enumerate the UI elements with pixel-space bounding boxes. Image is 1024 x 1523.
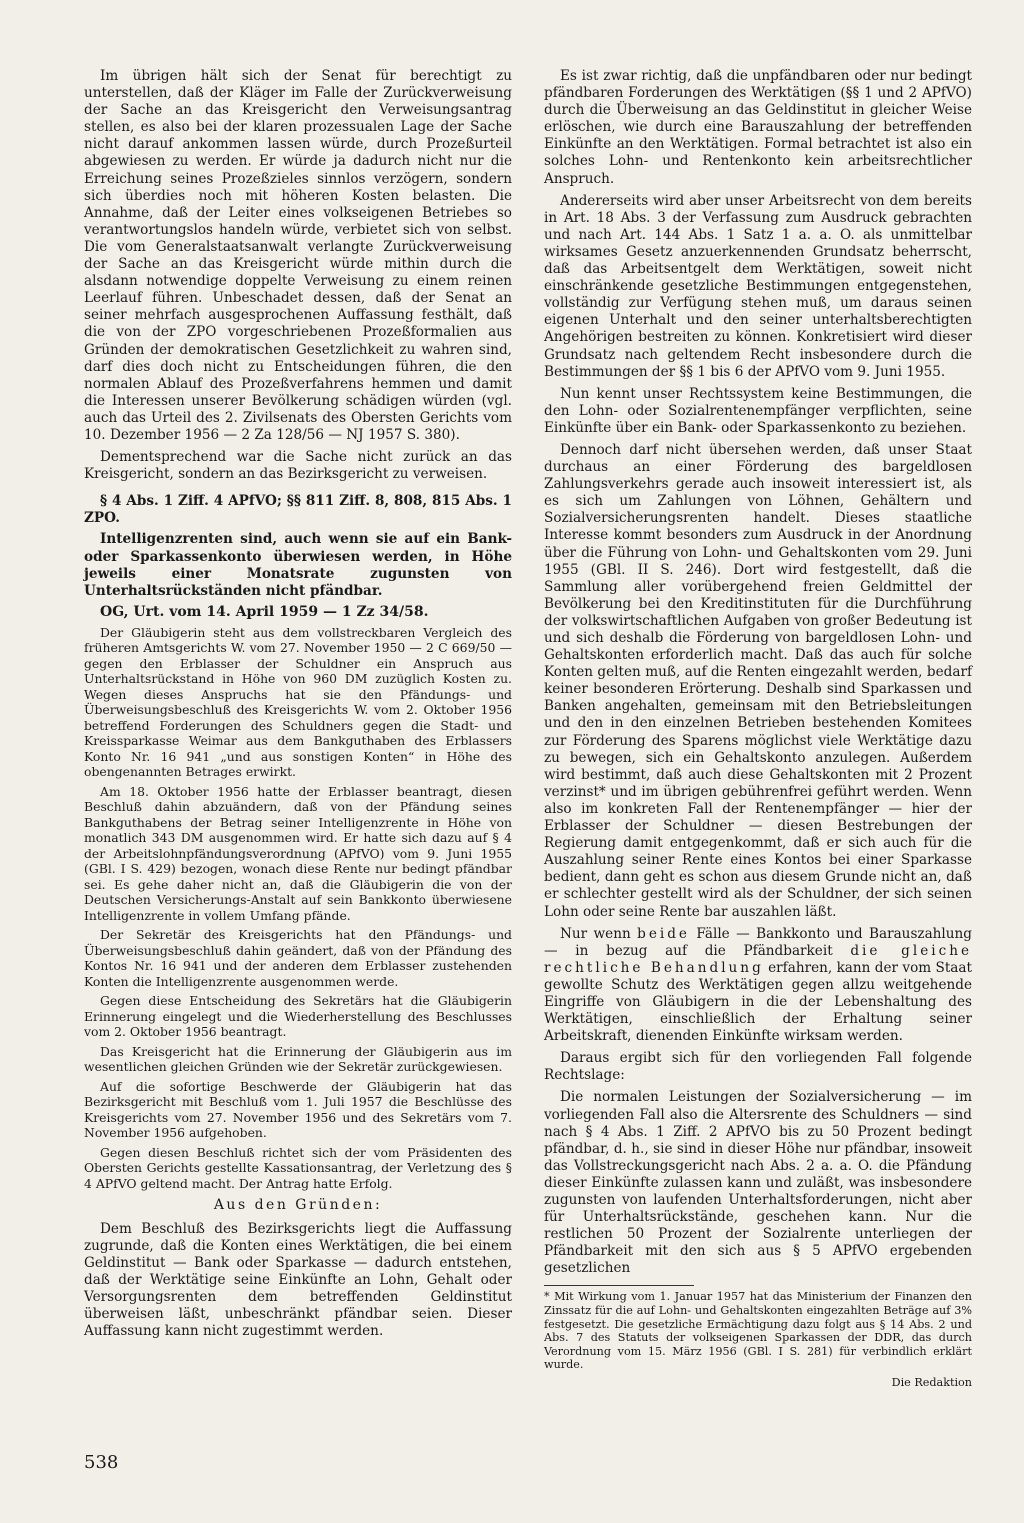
paragraph: Nun kennt unser Rechtssystem keine Bestimmungen, die den Lohn- oder Sozialrentenempfänger verpflichten, seine Einkünfte über ein Bank- oder Sparkassenkonto zu beziehen.	[544, 385, 972, 436]
footnote-signoff: Die Redaktion	[891, 1376, 972, 1390]
left-column	[84, 68, 512, 1345]
paragraph: Das Kreisgericht hat die Erinnerung der Gläubigerin aus im wesentlichen gleichen Gründen wie der Sekretär zurückgewiesen.	[84, 1043, 512, 1075]
paragraph: Auf die sofortige Beschwerde der Gläubigerin hat das Bezirksgericht mit Beschluß vom 1. Juli 1957 die Beschlüsse des Kreisgerichts vom 27. November 1956 und des Sekretärs vom 7. November 1956 aufgehoben.	[84, 1078, 512, 1141]
text-run: erfahren, kann der vom Staat gewollte Schutz des Werktätigen gegen allzu weitgehende Eingriffe von Gläubigern in die der Lebenshaltung des Werktätigen, einschließlich der Erhaltung seiner Arbeitskraft, dienenden Einkünfte wirksam werden.	[544, 959, 972, 1045]
case-reference: OG, Urt. vom 14. April 1959 — 1 Zz 34/58.	[100, 603, 429, 620]
emphasis: beide	[637, 925, 690, 942]
text-run: Fälle — Bankkonto und Barauszahlung — in bezug auf die Pfändbarkeit	[544, 925, 972, 959]
paragraph: Am 18. Oktober 1956 hatte der Erblasser beantragt, diesen Beschluß dahin abzuändern, daß von der Pfändung seines Bankguthabens der Betrag seiner Intelligenzrente in Höhe von monatlich 343 DM ausgenommen wird. Er hatte sich dazu auf § 4 der Arbeitslohnpfändungsverordnung (APfVO) vom 9. Juni 1955 (GBl. I S. 429) bezogen, wonach diese Rente nur bedingt pfändbar sei. Es gehe daher nicht an, daß die Gläubigerin die von der Deutschen Versicherungs-Anstalt auf sein Bankkonto überwiesene Intelligenzrente in vollem Umfang pfände.	[84, 783, 512, 923]
page-number: 538	[84, 1452, 119, 1473]
paragraph: Dennoch darf nicht übersehen werden, daß unser Staat durchaus an einer Förderung des bargeldlosen Zahlungsverkehrs gerade auch insoweit interessiert ist, als es sich um Zahlungen von Löhnen, Gehältern und Sozialversicherungsrenten handelt. Dieses staatliche Interesse kommt besonders zum Ausdruck in der Anordnung über die Führung von Lohn- und Gehaltskonten vom 29. Juni 1955 (GBl. II S. 246). Dort wird festgestellt, daß die Sammlung aller vorübergehend freien Geldmittel der Bevölkerung bei den Kreditinstituten für die Durchführung der volkswirtschaftlichen Aufgaben von großer Bedeutung ist und sich deshalb die Förderung von bargeldlosen Lohn- und Gehaltskonten erforderlich macht. Daß das auch für solche Konten gelten muß, auf die Renten eingezahlt werden, bedarf keiner besonderen Erörterung. Deshalb sind Sparkassen und Banken angehalten, gemeinsam mit den Betriebsleitungen und den in den einzelnen Betrieben bestehenden Komitees zur Förderung des Sparens möglichst viele Werktätige dazu zu bewegen, sich ein Gehaltskonto anzulegen. Außerdem wird bestimmt, daß auch diese Gehaltskonten mit 2 Prozent verzinst* und im übrigen gebührenfrei geführt werden. Wenn also im konkreten Fall der Rentenempfänger — hier der Erblasser der Schuldner — diesen Bestrebungen der Regierung damit entgegenkommt, daß er sich auch für die Auszahlung seiner Rente eines Kontos bei einer Sparkasse bedient, dann geht es schon aus diesem Grunde nicht an, daß er schlechter gestellt wird als der Schuldner, der sich seinen Lohn oder seine Rente bar auszahlen läßt.	[544, 441, 972, 920]
headnote: Intelligenzrenten sind, auch wenn sie auf ein Bank- oder Sparkassenkonto überwiesen werden, in Höhe jeweils einer Monatsrate zugunsten von Unterhaltsrückständen nicht pfändbar.	[84, 531, 512, 599]
footnote-divider	[544, 1285, 694, 1286]
paragraph: Der Gläubigerin steht aus dem vollstreckbaren Vergleich des früheren Amtsgerichts W. vom 27. November 1950 — 2 C 669/50 — gegen den Erblasser der Schuldner ein Anspruch aus Unterhaltsrückstand in Höhe von 960 DM zuzüglich Kosten zu. Wegen dieses Anspruchs hat sie den Pfändungs- und Überweisungsbeschluß des Kreisgerichts W. vom 2. Oktober 1956 betreffend Forderungen des Schuldners gegen die Stadt- und Kreissparkasse Weimar aus dem Bankguthaben des Erblassers Konto Nr. 16 941 „und aus sonstigen Konten“ in Höhe des obengenannten Betrages erwirkt.	[84, 624, 512, 780]
paragraph: Die normalen Leistungen der Sozialversicherung — im vorliegenden Fall also die Altersrente des Schuldners — sind nach § 4 Abs. 1 Ziff. 2 APfVO bis zu 50 Prozent bedingt pfändbar, d. h., sie sind in dieser Höhe nur pfändbar, insoweit das Vollstreckungsgericht nach Abs. 2 a. a. O. die Pfändung dieser Einkünfte zulassen kann und zuläßt, was insbesondere zugunsten von laufenden Unterhaltsforderungen, nicht aber für Unterhaltsrückstände, geschehen kann. Nur die restlichen 50 Prozent der Sozialrente unterliegen der Pfändbarkeit mit den sich aus § 5 APfVO ergebenden gesetzlichen	[544, 1089, 972, 1277]
emphasis: die gleiche rechtliche Behandlung	[544, 942, 973, 976]
text-run: Nur wenn	[560, 925, 638, 942]
paragraph: Gegen diese Entscheidung des Sekretärs hat die Gläubigerin Erinnerung eingelegt und die Wiederherstellung des Beschlusses vom 2. Oktober 1956 beantragt.	[84, 993, 512, 1040]
paragraph: Gegen diesen Beschluß richtet sich der vom Präsidenten des Obersten Gerichts gestellte Kassationsantrag, der Verletzung des § 4 APfVO geltend macht. Der Antrag hatte Erfolg.	[84, 1144, 512, 1191]
section-heading: Aus den Gründen:	[213, 1197, 383, 1214]
footnote: * Mit Wirkung vom 1. Januar 1957 hat das Ministerium der Finanzen den Zinssatz für die auf Lohn- und Gehaltskonten eingezahlten Beträge auf 3% festgesetzt. Die gesetzliche Ermächtigung dazu folgt aus § 14 Abs. 2 und Abs. 7 des Statuts der volkseigenen Sparkassen der DDR, das durch Verordnung vom 15. März 1956 (GBl. I S. 281) für verbindlich erklärt wurde.	[544, 1290, 972, 1372]
paragraph: Der Sekretär des Kreisgerichts hat den Pfändungs- und Überweisungsbeschluß dahin geändert, daß von der Pfändung des Kontos Nr. 16 941 und der anderen dem Erblasser zustehenden Konten die Intelligenzrente ausgenommen werde.	[84, 927, 512, 989]
statute-citation: § 4 Abs. 1 Ziff. 4 APfVO; §§ 811 Ziff. 8, 808, 815 Abs. 1 ZPO.	[84, 493, 512, 527]
paragraph	[544, 926, 972, 1046]
paragraph: Im übrigen hält sich der Senat für berechtigt zu unterstellen, daß der Kläger im Falle der Zurückverweisung der Sache an das Kreisgericht den Verweisungsantrag stellen, es also bei der klaren prozessualen Lage der Sache nicht darauf ankommen lassen würde, durch Prozeßurteil abgewiesen zu werden. Er würde ja dadurch nicht nur die Erreichung seines Prozeßzieles sinnlos verzögern, sondern sich überdies noch mit höheren Kosten belasten. Die Annahme, daß der Leiter eines volkseigenen Betriebes so verantwortungslos handeln würde, verbietet sich von selbst. Die vom Generalstaatsanwalt verlangte Zurückverweisung der Sache an das Kreisgericht würde mithin durch die alsdann notwendige doppelte Verweisung zu einem reinen Leerlauf führen. Unbeschadet dessen, daß der Senat an seiner mehrfach ausgesprochenen Auffassung festhält, daß die von der ZPO vorgeschriebenen Prozeßformalien aus Gründen der demokratischen Gesetzlichkeit zu wahren sind, darf dies doch nicht zu Entscheidungen führen, die den normalen Ablauf des Prozeßverfahrens hemmen und damit die Interessen unserer Bevölkerung schädigen würden (vgl. auch das Urteil des 2. Zivilsenats des Obersten Gerichts vom 10. Dezember 1956 — 2 Za 128/56 — NJ 1957 S. 380).	[84, 68, 512, 443]
right-column	[544, 68, 972, 1391]
paragraph: Es ist zwar richtig, daß die unpfändbaren oder nur bedingt pfändbaren Forderungen des Werktätigen (§§ 1 und 2 APfVO) durch die Überweisung an das Geldinstitut in gleicher Weise erlöschen, wie durch eine Barauszahlung der betreffenden Einkünfte an den Werktätigen. Formal betrachtet ist also ein solches Lohn- und Rentenkonto kein arbeitsrechtlicher Anspruch.	[544, 68, 972, 187]
paragraph: Dementsprechend war die Sache nicht zurück an das Kreisgericht, sondern an das Bezirksgericht zu verweisen.	[84, 449, 512, 483]
paragraph: Andererseits wird aber unser Arbeitsrecht von dem bereits in Art. 18 Abs. 3 der Verfassung zum Ausdruck gebrachten und nach Art. 144 Abs. 1 Satz 1 a. a. O. als unmittelbar wirksames Gesetz anzuerkennenden Grundsatz beherrscht, daß das Arbeitsentgelt dem Werktätigen, soweit nicht einschränkende gesetzliche Bestimmungen entgegenstehen, vollständig zur Verfügung stehen muß, um daraus seinen eigenen Unterhalt und den seiner unterhaltsberechtigten Angehörigen bestreiten zu können. Konkretisiert wird dieser Grundsatz nach geltendem Recht insbesondere durch die Bestimmungen der §§ 1 bis 6 der APfVO vom 9. Juni 1955.	[544, 192, 972, 380]
paragraph: Dem Beschluß des Bezirksgerichts liegt die Auffassung zugrunde, daß die Konten eines Werktätigen, die bei einem Geldinstitut — Bank oder Sparkasse — dadurch entstehen, daß der Werktätige seine Einkünfte an Lohn, Gehalt oder Versorgungsrenten dem betreffenden Geldinstitut überweisen läßt, unbeschränkt pfändbar seien. Dieser Auffassung kann nicht zugestimmt werden.	[84, 1220, 512, 1340]
paragraph: Daraus ergibt sich für den vorliegenden Fall folgende Rechtslage:	[544, 1050, 972, 1084]
